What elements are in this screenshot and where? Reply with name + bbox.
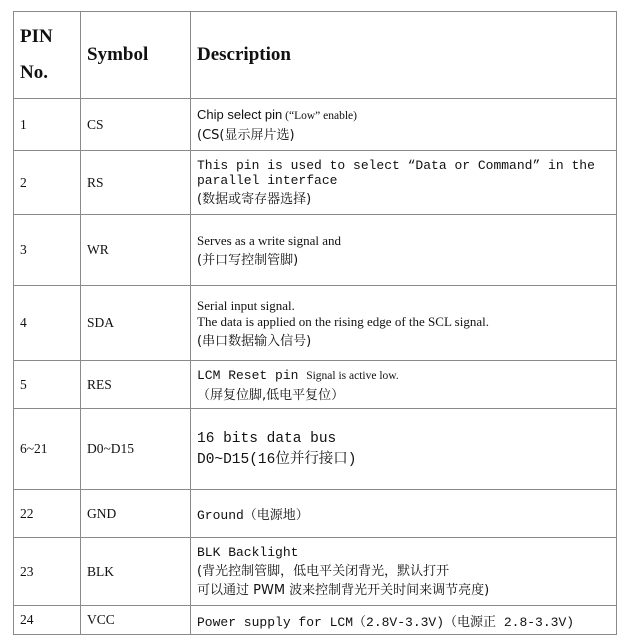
pin-number: 22 — [14, 490, 81, 538]
pin-number: 5 — [14, 361, 81, 409]
description-line: (并口写控制管脚) — [197, 252, 299, 268]
pin-symbol: GND — [81, 490, 191, 538]
pin-number: 4 — [14, 286, 81, 361]
description-text: (“Low” enable) — [282, 110, 357, 122]
pin-number: 2 — [14, 151, 81, 215]
pin-description — [191, 490, 617, 538]
pin-description — [191, 606, 617, 635]
description-line: (数据或寄存器选择) — [197, 192, 312, 207]
pin-description — [191, 151, 617, 215]
pin-description — [191, 286, 617, 361]
description-line: This pin is used to select “Data or Command” in the — [197, 158, 595, 173]
pin-number: 24 — [14, 606, 81, 635]
header-description: Description — [191, 12, 617, 99]
pin-number: 3 — [14, 215, 81, 286]
description-line: (CS(显示屏片选) — [197, 128, 295, 143]
description-line: 可以通过 PWM 波来控制背光开关时间来调节亮度) — [197, 583, 490, 598]
table-row — [14, 361, 617, 409]
pin-description — [191, 361, 617, 409]
description-line: Power supply for LCM（2.8V-3.3V)（电源正 2.8-3.3V) — [197, 614, 575, 630]
table-row — [14, 151, 617, 215]
description-line: BLK Backlight — [197, 545, 299, 560]
pin-symbol: WR — [81, 215, 191, 286]
table-row — [14, 215, 617, 286]
description-line: Serial input signal. — [197, 297, 295, 313]
table-row — [14, 490, 617, 538]
pin-description — [191, 409, 617, 490]
description-line: （屏复位脚,低电平复位） — [197, 388, 345, 403]
pin-number: 1 — [14, 99, 81, 151]
pin-symbol: VCC — [81, 606, 191, 635]
table-row — [14, 286, 617, 361]
description-line: Ground（电源地） — [197, 508, 309, 523]
description-text: Chip select pin — [197, 107, 283, 122]
description-text: LCM Reset pin — [197, 368, 307, 383]
pin-description — [191, 99, 617, 151]
table-row — [14, 99, 617, 151]
description-line: 16 bits data bus — [197, 430, 337, 447]
description-line: The data is applied on the rising edge of the SCL signal. — [197, 313, 489, 329]
description-line: Serves as a write signal and — [197, 232, 342, 248]
description-line: D0~D15(16位并行接口) — [197, 451, 357, 468]
pin-symbol: BLK — [81, 538, 191, 606]
pin-symbol: CS — [81, 99, 191, 151]
table-row — [14, 538, 617, 606]
table-header-row — [14, 12, 617, 99]
description-line: (背光控制管脚，低电平关闭背光，默认打开 — [197, 564, 450, 579]
description-line — [197, 366, 610, 384]
pin-number: 23 — [14, 538, 81, 606]
pin-number: 6~21 — [14, 409, 81, 490]
header-pin-no — [14, 12, 81, 99]
description-line: parallel interface — [197, 173, 338, 188]
pin-symbol: SDA — [81, 286, 191, 361]
header-symbol: Symbol — [81, 12, 191, 99]
pin-symbol: RS — [81, 151, 191, 215]
pin-table — [13, 11, 617, 635]
pin-symbol: D0~D15 — [81, 409, 191, 490]
pin-symbol: RES — [81, 361, 191, 409]
table-row — [14, 409, 617, 490]
description-line: (串口数据输入信号) — [197, 333, 312, 349]
pin-description — [191, 215, 617, 286]
description-line — [197, 106, 610, 124]
header-pin-line1: PIN — [20, 26, 53, 47]
table-row — [14, 606, 617, 635]
pin-description — [191, 538, 617, 606]
header-pin-line2: No. — [20, 62, 48, 83]
description-text: Signal is active low. — [306, 370, 399, 382]
